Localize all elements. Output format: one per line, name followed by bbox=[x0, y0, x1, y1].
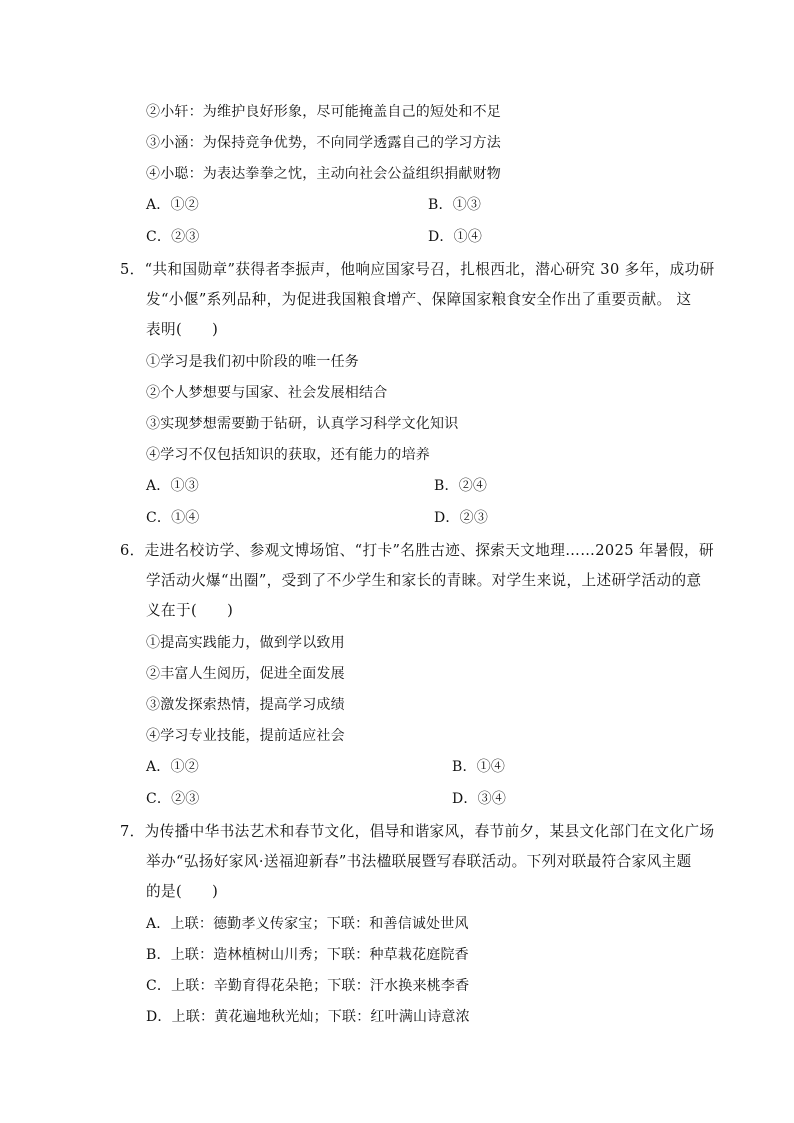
q6-option-d: D．③④ bbox=[452, 791, 507, 807]
q5-option-b: B．②④ bbox=[434, 478, 488, 494]
q5-option-c: C．①④ bbox=[146, 510, 200, 526]
q5-statement-2: ②个人梦想要与国家、社会发展相结合 bbox=[146, 385, 388, 401]
q4-option-d: D．①④ bbox=[428, 229, 483, 245]
q6-stem-line-2: 学活动火爆“出圈”，受到了不少学生和家长的青睐。对学生来说，上述研学活动的意 bbox=[146, 572, 702, 589]
q6-option-a: A．①② bbox=[146, 759, 199, 775]
q5-stem-line-1: 5．“共和国勋章”获得者李振声，他响应国家号召，扎根西北，潜心研究 30 多年，成功研 bbox=[120, 261, 715, 278]
q4-statement-4: ④小聪：为表达拳拳之忱，主动向社会公益组织捐献财物 bbox=[146, 166, 501, 182]
q5-option-d: D．②③ bbox=[434, 510, 489, 526]
q6-stem-line-3: 义在于( ) bbox=[146, 602, 234, 619]
q7-stem-line-3: 的是( ) bbox=[146, 883, 219, 900]
q5-stem-line-3: 表明( ) bbox=[146, 321, 219, 338]
q7-stem-line-1: 7．为传播中华书法艺术和春节文化，倡导和谐家风，春节前夕，某县文化部门在文化广场 bbox=[120, 823, 715, 840]
q6-option-b: B．①④ bbox=[452, 759, 506, 775]
q5-option-a: A．①③ bbox=[146, 478, 199, 494]
q4-option-c: C．②③ bbox=[146, 229, 200, 245]
q5-stem-line-2: 发“小偃”系列品种，为促进我国粮食增产、保障国家粮食安全作出了重要贡献。 这 bbox=[146, 291, 692, 308]
q6-option-c: C．②③ bbox=[146, 791, 200, 807]
q6-statement-4: ④学习专业技能，提前适应社会 bbox=[146, 728, 345, 744]
q6-statement-3: ③激发探索热情，提高学习成绩 bbox=[146, 697, 345, 713]
q7-stem-line-2: 举办“弘扬好家风·送福迎新春”书法楹联展暨写春联活动。下列对联最符合家风主题 bbox=[146, 853, 692, 870]
q6-stem-line-1: 6．走进名校访学、参观文博场馆、“打卡”名胜古迹、探索天文地理……2025 年暑假，研 bbox=[120, 542, 714, 559]
q5-statement-1: ①学习是我们初中阶段的唯一任务 bbox=[146, 354, 359, 370]
q7-option-c: C．上联：辛勤育得花朵艳；下联：汗水换来桃李香 bbox=[146, 978, 470, 994]
q4-statement-2: ②小轩：为维护良好形象，尽可能掩盖自己的短处和不足 bbox=[146, 104, 501, 120]
q6-statement-1: ①提高实践能力，做到学以致用 bbox=[146, 635, 345, 651]
q6-statement-2: ②丰富人生阅历，促进全面发展 bbox=[146, 666, 345, 682]
q7-option-d: D．上联：黄花遍地秋光灿；下联：红叶满山诗意浓 bbox=[146, 1009, 470, 1025]
q4-option-a: A．①② bbox=[146, 197, 199, 213]
q7-option-a: A．上联：德勤孝义传家宝；下联：和善信诚处世风 bbox=[146, 916, 469, 932]
q5-statement-4: ④学习不仅包括知识的获取，还有能力的培养 bbox=[146, 447, 430, 463]
q7-option-b: B．上联：造林植树山川秀；下联：种草栽花庭院香 bbox=[146, 947, 469, 963]
q4-option-b: B．①③ bbox=[428, 197, 482, 213]
q5-statement-3: ③实现梦想需要勤于钻研，认真学习科学文化知识 bbox=[146, 416, 459, 432]
q4-statement-3: ③小涵：为保持竞争优势，不向同学透露自己的学习方法 bbox=[146, 135, 501, 151]
